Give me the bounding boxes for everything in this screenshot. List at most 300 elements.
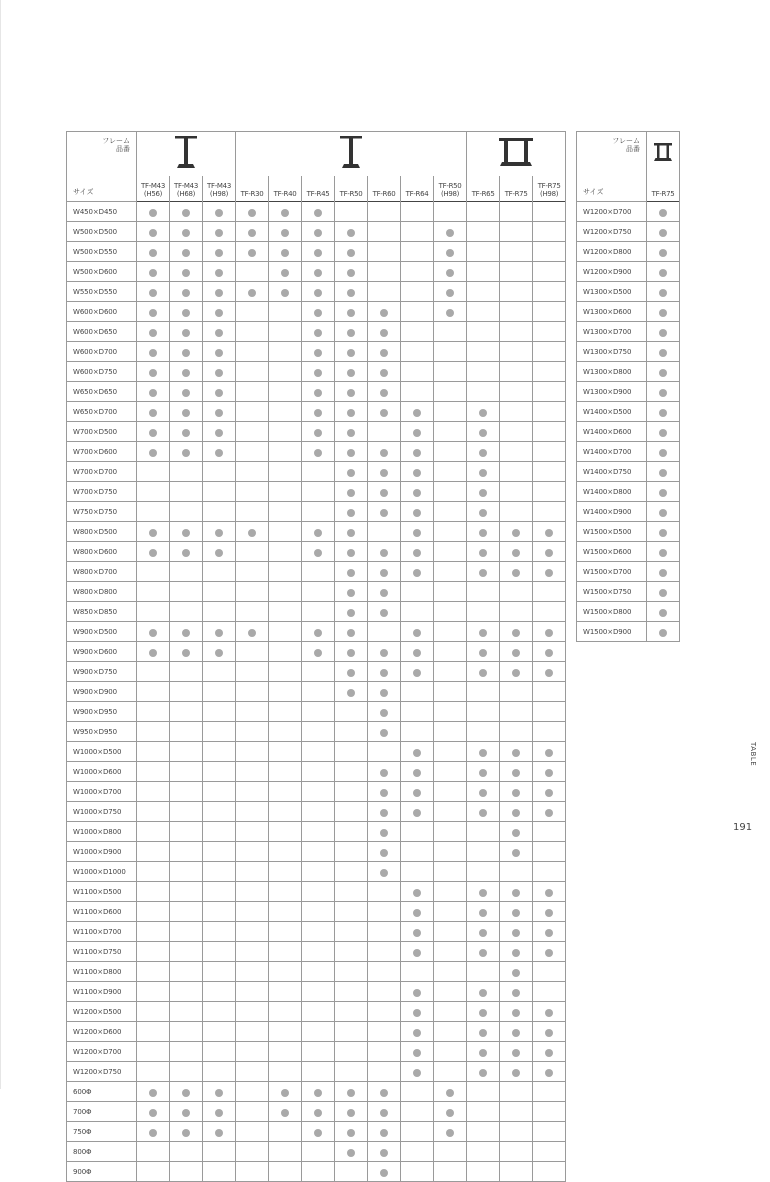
availability-cell — [269, 702, 302, 722]
availability-cell — [467, 282, 500, 302]
available-dot-icon — [479, 629, 487, 637]
availability-cell — [335, 822, 368, 842]
availability-cell — [500, 922, 533, 942]
main-table-row — [67, 1022, 566, 1042]
availability-cell — [335, 902, 368, 922]
availability-cell — [434, 482, 467, 502]
size-label: W800×D700 — [67, 562, 137, 582]
available-dot-icon — [380, 1129, 388, 1137]
main-model-label: TF-R75 (H98) — [533, 176, 566, 202]
availability-cell — [500, 242, 533, 262]
availability-cell — [467, 362, 500, 382]
availability-cell — [533, 562, 566, 582]
availability-cell — [368, 882, 401, 902]
main-table-row — [67, 642, 566, 662]
availability-cell — [203, 362, 236, 382]
availability-cell — [170, 962, 203, 982]
availability-cell — [236, 722, 269, 742]
availability-cell — [203, 942, 236, 962]
availability-cell — [302, 482, 335, 502]
availability-cell — [368, 1102, 401, 1122]
available-dot-icon — [545, 1029, 553, 1037]
availability-cell — [302, 982, 335, 1002]
availability-cell — [401, 582, 434, 602]
main-table-row — [67, 222, 566, 242]
availability-cell — [269, 782, 302, 802]
availability-cell — [269, 222, 302, 242]
availability-cell — [401, 262, 434, 282]
available-dot-icon — [380, 829, 388, 837]
availability-cell — [137, 242, 170, 262]
side-table-row — [577, 462, 680, 482]
availability-cell — [467, 1082, 500, 1102]
availability-cell — [137, 1102, 170, 1122]
availability-cell — [269, 742, 302, 762]
availability-cell — [302, 842, 335, 862]
availability-cell — [335, 482, 368, 502]
available-dot-icon — [215, 549, 223, 557]
available-dot-icon — [446, 1109, 454, 1117]
available-dot-icon — [347, 369, 355, 377]
available-dot-icon — [380, 329, 388, 337]
main-table-row — [67, 342, 566, 362]
availability-cell — [500, 662, 533, 682]
available-dot-icon — [479, 469, 487, 477]
availability-cell — [401, 542, 434, 562]
available-dot-icon — [479, 549, 487, 557]
availability-cell — [335, 382, 368, 402]
availability-cell — [269, 422, 302, 442]
availability-cell — [434, 882, 467, 902]
availability-cell — [434, 822, 467, 842]
availability-cell — [434, 622, 467, 642]
availability-cell — [170, 522, 203, 542]
available-dot-icon — [380, 589, 388, 597]
availability-cell — [434, 1102, 467, 1122]
size-label: W1300×D600 — [577, 302, 647, 322]
availability-cell — [170, 622, 203, 642]
main-table-row — [67, 822, 566, 842]
availability-cell — [137, 982, 170, 1002]
main-header-label-cell — [67, 132, 137, 202]
size-label: W1500×D800 — [577, 602, 647, 622]
availability-cell — [401, 1162, 434, 1182]
availability-cell — [500, 562, 533, 582]
main-table-row — [67, 602, 566, 622]
availability-cell — [401, 602, 434, 622]
availability-cell — [170, 242, 203, 262]
availability-cell — [401, 922, 434, 942]
availability-cell — [467, 462, 500, 482]
availability-cell — [434, 522, 467, 542]
side-model-label: TF-R75 — [647, 176, 680, 202]
availability-cell — [302, 642, 335, 662]
available-dot-icon — [446, 249, 454, 257]
available-dot-icon — [314, 449, 322, 457]
availability-cell — [533, 942, 566, 962]
availability-cell — [368, 942, 401, 962]
size-label: W1100×D600 — [67, 902, 137, 922]
availability-cell — [203, 442, 236, 462]
available-dot-icon — [413, 769, 421, 777]
available-dot-icon — [413, 469, 421, 477]
availability-cell — [170, 702, 203, 722]
availability-cell — [368, 582, 401, 602]
availability-cell — [302, 742, 335, 762]
size-label: W700×D600 — [67, 442, 137, 462]
availability-cell — [647, 382, 680, 402]
size-label: W500×D550 — [67, 242, 137, 262]
availability-cell — [302, 262, 335, 282]
availability-cell — [434, 1082, 467, 1102]
availability-cell — [137, 1022, 170, 1042]
availability-cell — [533, 282, 566, 302]
size-label: W900×D600 — [67, 642, 137, 662]
availability-cell — [401, 822, 434, 842]
size-label: W1500×D600 — [577, 542, 647, 562]
availability-cell — [368, 782, 401, 802]
main-table-row — [67, 802, 566, 822]
available-dot-icon — [413, 449, 421, 457]
size-label: W1100×D750 — [67, 942, 137, 962]
availability-cell — [467, 402, 500, 422]
availability-cell — [302, 1062, 335, 1082]
available-dot-icon — [512, 1049, 520, 1057]
availability-cell — [137, 842, 170, 862]
availability-cell — [170, 1002, 203, 1022]
availability-cell — [401, 862, 434, 882]
availability-cell — [302, 602, 335, 622]
available-dot-icon — [149, 549, 157, 557]
available-dot-icon — [347, 449, 355, 457]
availability-cell — [269, 342, 302, 362]
availability-cell — [170, 562, 203, 582]
availability-cell — [137, 1142, 170, 1162]
available-dot-icon — [182, 329, 190, 337]
availability-cell — [335, 842, 368, 862]
availability-cell — [170, 222, 203, 242]
availability-cell — [137, 1122, 170, 1142]
main-table-row — [67, 862, 566, 882]
availability-cell — [533, 242, 566, 262]
availability-cell — [137, 442, 170, 462]
availability-cell — [401, 282, 434, 302]
availability-cell — [236, 782, 269, 802]
availability-cell — [137, 862, 170, 882]
availability-cell — [368, 202, 401, 222]
availability-cell — [137, 502, 170, 522]
availability-cell — [434, 302, 467, 322]
available-dot-icon — [512, 749, 520, 757]
availability-cell — [467, 882, 500, 902]
availability-cell — [269, 322, 302, 342]
available-dot-icon — [512, 849, 520, 857]
availability-cell — [647, 262, 680, 282]
availability-cell — [401, 1002, 434, 1022]
availability-cell — [401, 962, 434, 982]
side-table-row — [577, 342, 680, 362]
availability-cell — [170, 722, 203, 742]
main-table-row — [67, 682, 566, 702]
available-dot-icon — [314, 329, 322, 337]
available-dot-icon — [347, 1149, 355, 1157]
availability-cell — [401, 742, 434, 762]
availability-cell — [533, 262, 566, 282]
availability-cell — [335, 962, 368, 982]
available-dot-icon — [659, 629, 667, 637]
availability-cell — [137, 942, 170, 962]
availability-cell — [368, 902, 401, 922]
availability-cell — [170, 402, 203, 422]
available-dot-icon — [215, 309, 223, 317]
available-dot-icon — [182, 289, 190, 297]
availability-cell — [401, 562, 434, 582]
available-dot-icon — [314, 349, 322, 357]
size-label: W700×D750 — [67, 482, 137, 502]
availability-cell — [170, 862, 203, 882]
availability-cell — [170, 602, 203, 622]
size-label: 700Φ — [67, 1102, 137, 1122]
size-label: W900×D950 — [67, 702, 137, 722]
availability-cell — [500, 1162, 533, 1182]
available-dot-icon — [413, 749, 421, 757]
availability-cell — [302, 222, 335, 242]
availability-cell — [467, 1042, 500, 1062]
availability-cell — [203, 482, 236, 502]
available-dot-icon — [149, 1109, 157, 1117]
availability-cell — [236, 502, 269, 522]
availability-cell — [401, 522, 434, 542]
availability-cell — [137, 642, 170, 662]
side-table-row — [577, 302, 680, 322]
main-size-label: サイズ — [73, 188, 94, 196]
availability-cell — [647, 442, 680, 462]
available-dot-icon — [347, 629, 355, 637]
available-dot-icon — [545, 889, 553, 897]
availability-cell — [500, 462, 533, 482]
available-dot-icon — [182, 249, 190, 257]
available-dot-icon — [347, 349, 355, 357]
availability-cell — [269, 642, 302, 662]
availability-cell — [401, 682, 434, 702]
availability-cell — [137, 542, 170, 562]
available-dot-icon — [347, 609, 355, 617]
available-dot-icon — [248, 629, 256, 637]
availability-cell — [467, 782, 500, 802]
available-dot-icon — [248, 229, 256, 237]
availability-cell — [203, 922, 236, 942]
availability-cell — [137, 562, 170, 582]
availability-cell — [401, 1022, 434, 1042]
availability-cell — [434, 362, 467, 382]
available-dot-icon — [380, 449, 388, 457]
availability-cell — [401, 842, 434, 862]
availability-cell — [335, 682, 368, 702]
availability-cell — [533, 502, 566, 522]
availability-cell — [401, 242, 434, 262]
available-dot-icon — [314, 1129, 322, 1137]
availability-cell — [467, 842, 500, 862]
available-dot-icon — [380, 509, 388, 517]
availability-cell — [647, 462, 680, 482]
available-dot-icon — [446, 229, 454, 237]
availability-cell — [467, 642, 500, 662]
availability-cell — [137, 422, 170, 442]
availability-cell — [401, 402, 434, 422]
available-dot-icon — [659, 529, 667, 537]
availability-cell — [434, 1022, 467, 1042]
availability-cell — [170, 362, 203, 382]
available-dot-icon — [215, 429, 223, 437]
available-dot-icon — [545, 909, 553, 917]
availability-cell — [269, 1042, 302, 1062]
availability-cell — [137, 682, 170, 702]
availability-cell — [236, 762, 269, 782]
availability-cell — [203, 742, 236, 762]
availability-cell — [335, 262, 368, 282]
availability-cell — [368, 442, 401, 462]
availability-cell — [368, 862, 401, 882]
availability-cell — [302, 302, 335, 322]
available-dot-icon — [347, 689, 355, 697]
availability-cell — [500, 882, 533, 902]
available-dot-icon — [479, 669, 487, 677]
available-dot-icon — [149, 1089, 157, 1097]
availability-cell — [302, 922, 335, 942]
available-dot-icon — [215, 389, 223, 397]
availability-cell — [647, 482, 680, 502]
availability-cell — [203, 402, 236, 422]
availability-cell — [533, 642, 566, 662]
availability-cell — [170, 1162, 203, 1182]
size-label: W1000×D900 — [67, 842, 137, 862]
size-label: W1000×D1000 — [67, 862, 137, 882]
main-model-label: TF-M43 (H56) — [137, 176, 170, 202]
availability-cell — [401, 942, 434, 962]
availability-cell — [203, 642, 236, 662]
availability-cell — [137, 742, 170, 762]
available-dot-icon — [512, 789, 520, 797]
main-model-label: TF-M43 (H68) — [170, 176, 203, 202]
availability-cell — [500, 1062, 533, 1082]
availability-cell — [236, 402, 269, 422]
available-dot-icon — [182, 629, 190, 637]
availability-cell — [368, 742, 401, 762]
availability-cell — [302, 882, 335, 902]
availability-cell — [269, 462, 302, 482]
availability-cell — [647, 322, 680, 342]
available-dot-icon — [479, 989, 487, 997]
availability-cell — [500, 622, 533, 642]
available-dot-icon — [182, 449, 190, 457]
available-dot-icon — [659, 209, 667, 217]
availability-cell — [434, 1142, 467, 1162]
size-label: W600×D650 — [67, 322, 137, 342]
side-table-row — [577, 402, 680, 422]
availability-cell — [236, 602, 269, 622]
availability-cell — [203, 1162, 236, 1182]
available-dot-icon — [512, 929, 520, 937]
available-dot-icon — [413, 1049, 421, 1057]
size-label: W800×D600 — [67, 542, 137, 562]
availability-cell — [500, 222, 533, 242]
availability-cell — [170, 482, 203, 502]
availability-cell — [137, 662, 170, 682]
availability-cell — [401, 982, 434, 1002]
side-size-table — [576, 131, 680, 642]
available-dot-icon — [149, 389, 157, 397]
availability-cell — [500, 742, 533, 762]
available-dot-icon — [149, 229, 157, 237]
availability-cell — [236, 942, 269, 962]
main-model-label: TF-M43 (H98) — [203, 176, 236, 202]
availability-cell — [170, 322, 203, 342]
available-dot-icon — [347, 269, 355, 277]
availability-cell — [401, 1042, 434, 1062]
availability-cell — [401, 1082, 434, 1102]
availability-cell — [269, 202, 302, 222]
availability-cell — [236, 1102, 269, 1122]
availability-cell — [434, 262, 467, 282]
availability-cell — [170, 662, 203, 682]
available-dot-icon — [314, 289, 322, 297]
availability-cell — [203, 202, 236, 222]
available-dot-icon — [659, 449, 667, 457]
availability-cell — [335, 1042, 368, 1062]
main-table-row — [67, 942, 566, 962]
available-dot-icon — [347, 489, 355, 497]
availability-cell — [269, 382, 302, 402]
availability-cell — [137, 362, 170, 382]
size-label: W1000×D600 — [67, 762, 137, 782]
availability-cell — [500, 522, 533, 542]
available-dot-icon — [659, 349, 667, 357]
available-dot-icon — [182, 269, 190, 277]
availability-cell — [500, 802, 533, 822]
availability-cell — [203, 782, 236, 802]
availability-cell — [170, 842, 203, 862]
availability-cell — [533, 1082, 566, 1102]
availability-cell — [434, 582, 467, 602]
available-dot-icon — [215, 649, 223, 657]
main-table-row — [67, 482, 566, 502]
availability-cell — [302, 622, 335, 642]
availability-cell — [335, 442, 368, 462]
available-dot-icon — [347, 229, 355, 237]
availability-cell — [335, 882, 368, 902]
available-dot-icon — [347, 589, 355, 597]
availability-cell — [401, 1102, 434, 1122]
availability-cell — [203, 262, 236, 282]
availability-cell — [533, 1102, 566, 1122]
available-dot-icon — [347, 649, 355, 657]
main-frame-label: フレーム 品番 — [102, 137, 130, 153]
available-dot-icon — [479, 789, 487, 797]
availability-cell — [467, 262, 500, 282]
availability-cell — [533, 722, 566, 742]
availability-cell — [368, 322, 401, 342]
available-dot-icon — [512, 909, 520, 917]
available-dot-icon — [347, 469, 355, 477]
main-table-row — [67, 842, 566, 862]
main-table-row — [67, 462, 566, 482]
available-dot-icon — [314, 649, 322, 657]
availability-cell — [368, 722, 401, 742]
available-dot-icon — [380, 789, 388, 797]
availability-cell — [467, 382, 500, 402]
availability-cell — [137, 582, 170, 602]
size-label: W1300×D800 — [577, 362, 647, 382]
